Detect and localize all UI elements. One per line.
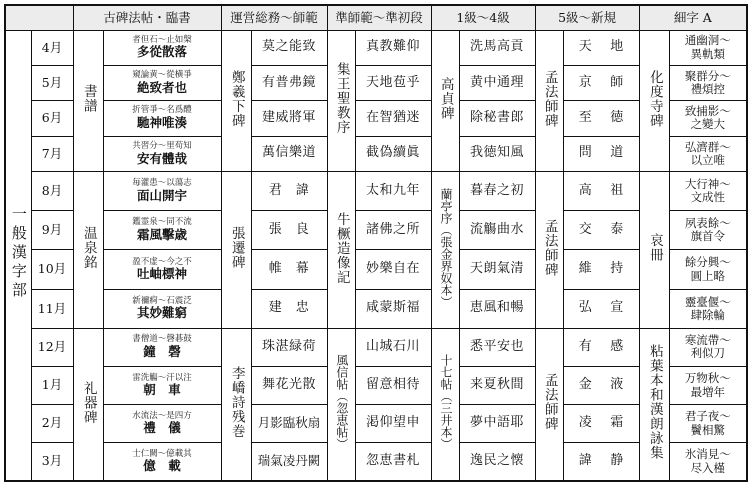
section-label-cell <box>5 30 31 481</box>
group-title-cell <box>431 172 459 329</box>
header-blank <box>5 5 73 30</box>
pair-character: 金 <box>578 377 592 393</box>
pair-character: 徳 <box>610 110 624 125</box>
saiji-cell <box>669 289 747 328</box>
assignment-cell: 莫之能致 <box>251 30 327 65</box>
group-title-cell <box>327 172 355 329</box>
rinsho-range: 新禰痾～石震泛 <box>132 295 192 306</box>
assignment-pair-cell <box>563 289 639 328</box>
assignment-cell: 月影臨秋扇 <box>251 405 327 443</box>
saiji-cell <box>669 101 747 136</box>
group-title-cell <box>221 328 251 481</box>
group-title: 風信帖（忽恵帖） <box>334 354 349 451</box>
assignment-cell: 在智猶迷 <box>355 101 431 136</box>
month-label: 7月 <box>31 136 73 171</box>
character-pair <box>564 223 639 238</box>
table-row <box>5 367 747 405</box>
rinsho-characters: 霜風擊歳 <box>137 227 188 243</box>
assignment-pair-cell <box>563 405 639 443</box>
assignment-cell: 洗馬高貢 <box>459 30 535 65</box>
section-label: 一般漢字部 <box>9 205 28 301</box>
saiji-line: 利似刀 <box>690 346 726 361</box>
saiji-line: 寒流帶～ <box>684 333 731 348</box>
assignment-cell: 萬信樂道 <box>251 136 327 171</box>
group-title-cell <box>431 328 459 481</box>
rinsho-range: 書僧道～磬碁鼓 <box>132 334 192 345</box>
schedule-sheet <box>4 4 746 482</box>
saiji-cell <box>669 65 747 100</box>
character-pair <box>564 76 639 91</box>
assignment-cell: 珠湛緑荷 <box>251 328 327 366</box>
header-row <box>5 5 747 30</box>
saiji-line: 氷消見～ <box>684 447 731 462</box>
header-5kyu-shinki: 5級～新規 <box>535 5 639 30</box>
rinsho-cell <box>103 211 221 250</box>
group-title-cell <box>639 30 669 172</box>
character-pair <box>564 416 639 431</box>
saiji-line: 聚群分～ <box>684 68 731 83</box>
rinsho-range: 窺論黄～從横爭 <box>132 70 192 81</box>
character-pair <box>564 378 639 393</box>
rinsho-characters: 多從散落 <box>137 44 188 60</box>
month-label: 3月 <box>31 443 73 481</box>
month-label: 1月 <box>31 367 73 405</box>
group-title: 礼器碑 <box>80 380 97 424</box>
saiji-line: 弘濟群～ <box>684 139 731 154</box>
saiji-line: 君子夜～ <box>684 409 731 424</box>
group-title: 張遷碑 <box>228 226 245 270</box>
month-label: 4月 <box>31 30 73 65</box>
rinsho-cell <box>103 367 221 405</box>
assignment-cell: 建威將軍 <box>251 101 327 136</box>
assignment-cell: 夢中語耶 <box>459 405 535 443</box>
rinsho-range: 者但石～止如槃 <box>132 34 192 45</box>
pair-character: 維 <box>578 261 592 277</box>
rinsho-characters: 朝 車 <box>143 382 181 398</box>
header-unei-shihan: 運営総務～師範 <box>221 5 327 30</box>
table-row <box>5 30 747 65</box>
pair-character: 霜 <box>610 415 624 431</box>
assignment-cell: 山城石川 <box>355 328 431 366</box>
rinsho-range: 雷洗觴～汗以注 <box>132 372 192 383</box>
pair-character: 高 <box>578 182 592 198</box>
assignment-pair-cell <box>563 136 639 171</box>
group-title-cell <box>535 172 563 329</box>
character-pair <box>564 454 639 469</box>
assignment-pair-cell <box>563 65 639 100</box>
group-title: 哀冊 <box>646 233 663 263</box>
month-label: 2月 <box>31 405 73 443</box>
rinsho-characters: 其妙難窮 <box>137 305 188 321</box>
rinsho-characters: 鐘 磬 <box>143 344 181 360</box>
pair-character: 問 <box>578 145 592 161</box>
group-title: 粘葉本和漢朗詠集 <box>646 344 663 461</box>
header-1kyu-4kyu: 1級～4級 <box>431 5 535 30</box>
table-row <box>5 101 747 136</box>
group-title: 化度寺碑 <box>646 69 663 128</box>
rinsho-range: 毎灌患～以蕩志 <box>132 178 192 189</box>
saiji-line: 致捕影～ <box>684 104 731 119</box>
month-label: 6月 <box>31 101 73 136</box>
group-title-cell <box>431 30 459 172</box>
rinsho-range: 共習分～里苟知 <box>132 140 192 151</box>
assignment-cell: 忽恵書札 <box>355 443 431 481</box>
month-label: 12月 <box>31 328 73 366</box>
group-title-cell <box>73 172 103 329</box>
rinsho-characters: 馳神唯湊 <box>137 115 188 131</box>
table-row <box>5 443 747 481</box>
rinsho-cell <box>103 65 221 100</box>
group-title: 集王聖教序 <box>333 62 350 135</box>
pair-character: 師 <box>610 74 624 90</box>
schedule-body <box>5 30 747 481</box>
group-title-cell <box>535 30 563 172</box>
assignment-pair-cell <box>563 101 639 136</box>
month-label: 5月 <box>31 65 73 100</box>
saiji-line: 禮煩控 <box>690 82 726 97</box>
saiji-line: 餘分興～ <box>684 255 731 270</box>
assignment-cell: 妙樂自在 <box>355 250 431 289</box>
pair-character: 有 <box>578 338 592 354</box>
pair-character: 交 <box>578 221 592 237</box>
group-title: 温泉銘 <box>80 226 97 270</box>
pair-character: 静 <box>610 453 624 469</box>
rinsho-range: 盈不虚～今之不 <box>132 256 192 267</box>
saiji-line: 万物秋～ <box>684 371 731 386</box>
group-title: 牛橛造像記 <box>333 211 350 285</box>
saiji-line: 異軌類 <box>690 46 726 61</box>
assignment-cell: 真教難仰 <box>355 30 431 65</box>
rinsho-characters: 面山開宇 <box>137 187 188 203</box>
assignment-pair-cell <box>563 30 639 65</box>
rinsho-characters: 禮 儀 <box>143 420 181 436</box>
group-title: 十七帖（三井本） <box>438 354 453 451</box>
rinsho-range: 士仁闕～億載其 <box>132 448 192 459</box>
saiji-line: 夙表餘～ <box>684 216 731 231</box>
assignment-cell: 来夏秋間 <box>459 367 535 405</box>
saiji-line: 靈臺偃～ <box>684 294 731 309</box>
assignment-cell: 天朗氣清 <box>459 250 535 289</box>
saiji-line: 鬢相驚 <box>690 422 726 437</box>
saiji-line: 肆除輪 <box>690 307 726 322</box>
assignment-pair-cell <box>563 211 639 250</box>
saiji-line: 尽入槿 <box>690 460 726 475</box>
group-title-cell <box>73 30 103 172</box>
character-pair <box>564 146 639 161</box>
rinsho-cell <box>103 328 221 366</box>
assignment-cell: 除秘書郎 <box>459 101 535 136</box>
group-title: 書譜 <box>80 84 97 114</box>
pair-character: 諱 <box>578 453 592 469</box>
month-label: 8月 <box>31 172 73 211</box>
group-title-cell <box>639 328 669 481</box>
assignment-cell: 舞花光散 <box>251 367 327 405</box>
saiji-line: 以立唯 <box>690 152 726 167</box>
saiji-cell <box>669 328 747 366</box>
table-row <box>5 136 747 171</box>
rinsho-characters: 安有體哉 <box>137 150 188 166</box>
saiji-cell <box>669 30 747 65</box>
group-title: 鄭羲下碑 <box>228 69 245 128</box>
rinsho-range: 折管爭～名爲醴 <box>132 105 192 116</box>
assignment-cell: 我徳知風 <box>459 136 535 171</box>
pair-character: 感 <box>610 338 624 354</box>
saiji-cell <box>669 443 747 481</box>
character-pair <box>564 301 639 316</box>
assignment-cell: 張 良 <box>251 211 327 250</box>
saiji-cell <box>669 211 747 250</box>
table-row <box>5 289 747 328</box>
saiji-line: 文成性 <box>690 190 726 205</box>
group-title-cell <box>221 172 251 329</box>
month-label: 11月 <box>31 289 73 328</box>
rinsho-cell <box>103 136 221 171</box>
assignment-pair-cell <box>563 172 639 211</box>
character-pair <box>564 111 639 126</box>
saiji-line: 最増年 <box>690 384 726 399</box>
assignment-cell: 暮春之初 <box>459 172 535 211</box>
saiji-line: 之變大 <box>690 117 726 132</box>
assignment-pair-cell <box>563 367 639 405</box>
assignment-cell: 留意相待 <box>355 367 431 405</box>
group-title-cell <box>73 328 103 481</box>
rinsho-range: 水流法～是四方 <box>132 410 192 421</box>
rinsho-cell <box>103 101 221 136</box>
rinsho-cell <box>103 172 221 211</box>
rinsho-characters: 吐岫標神 <box>137 266 188 282</box>
saiji-cell <box>669 367 747 405</box>
month-label: 9月 <box>31 211 73 250</box>
character-pair <box>564 40 639 55</box>
saiji-line: 旗首令 <box>690 229 726 244</box>
assignment-cell: 君 諱 <box>251 172 327 211</box>
saiji-cell <box>669 136 747 171</box>
pair-character: 京 <box>578 74 592 90</box>
assignment-cell: 太和九年 <box>355 172 431 211</box>
rinsho-cell <box>103 289 221 328</box>
assignment-cell: 建 忠 <box>251 289 327 328</box>
character-pair <box>564 340 639 355</box>
rinsho-cell <box>103 30 221 65</box>
assignment-cell: 黄中通理 <box>459 65 535 100</box>
assignment-cell: 有普弗鏡 <box>251 65 327 100</box>
saiji-line: 圓上略 <box>690 268 726 283</box>
group-title: 李嶠詩残巻 <box>228 366 245 439</box>
assignment-cell: 悉平安也 <box>459 328 535 366</box>
saiji-cell <box>669 172 747 211</box>
saiji-cell <box>669 250 747 289</box>
rinsho-characters: 億 載 <box>143 458 181 474</box>
month-label: 10月 <box>31 250 73 289</box>
group-title: 蘭亭序（張金界奴本） <box>438 187 453 308</box>
assignment-cell: 流觴曲水 <box>459 211 535 250</box>
group-title: 高貞碑 <box>437 76 454 121</box>
group-title: 孟法師碑 <box>541 373 558 432</box>
pair-character: 宣 <box>610 300 624 316</box>
rinsho-cell <box>103 405 221 443</box>
saiji-cell <box>669 405 747 443</box>
table-row <box>5 250 747 289</box>
table-row <box>5 172 747 211</box>
assignment-pair-cell <box>563 328 639 366</box>
pair-character: 持 <box>610 261 624 277</box>
assignment-cell: 咸蒙斯福 <box>355 289 431 328</box>
pair-character: 道 <box>610 145 624 161</box>
rinsho-cell <box>103 443 221 481</box>
table-row <box>5 65 747 100</box>
group-title-cell <box>639 172 669 329</box>
character-pair <box>564 262 639 277</box>
pair-character: 天 <box>578 39 592 55</box>
assignment-cell: 截偽續眞 <box>355 136 431 171</box>
assignment-cell: 諸佛之所 <box>355 211 431 250</box>
header-koh-hojo: 古碑法帖・臨書 <box>73 5 221 30</box>
assignment-cell: 恵風和暢 <box>459 289 535 328</box>
assignment-cell: 逸民之懐 <box>459 443 535 481</box>
group-title-cell <box>535 328 563 481</box>
rinsho-range: 鑑霊泉～同不流 <box>132 217 192 228</box>
pair-character: 凌 <box>578 415 592 431</box>
assignment-cell: 天地苞乎 <box>355 65 431 100</box>
group-title-cell <box>221 30 251 172</box>
pair-character: 泰 <box>610 221 624 237</box>
table-row <box>5 211 747 250</box>
group-title-cell <box>327 328 355 481</box>
assignment-pair-cell <box>563 443 639 481</box>
saiji-line: 通幽洞～ <box>684 33 731 48</box>
rinsho-cell <box>103 250 221 289</box>
assignment-pair-cell <box>563 250 639 289</box>
group-title-cell <box>327 30 355 172</box>
group-title: 孟法師碑 <box>541 218 558 277</box>
pair-character: 弘 <box>578 300 592 316</box>
assignment-cell: 渇仰望申 <box>355 405 431 443</box>
assignment-cell: 帷 幕 <box>251 250 327 289</box>
character-pair <box>564 184 639 199</box>
schedule-table <box>4 4 748 482</box>
pair-character: 祖 <box>610 182 624 198</box>
pair-character: 至 <box>578 110 592 125</box>
pair-character: 地 <box>610 39 624 55</box>
assignment-cell: 瑞氣凌丹闕 <box>251 443 327 481</box>
saiji-line: 大行神～ <box>684 176 731 191</box>
table-row <box>5 328 747 366</box>
header-junshihan-junshodan: 準師範～準初段 <box>327 5 431 30</box>
rinsho-characters: 絶致者也 <box>137 79 188 95</box>
pair-character: 液 <box>610 377 624 393</box>
table-row <box>5 405 747 443</box>
header-saiji-a: 細字 A <box>639 5 747 30</box>
group-title: 孟法師碑 <box>541 69 558 128</box>
